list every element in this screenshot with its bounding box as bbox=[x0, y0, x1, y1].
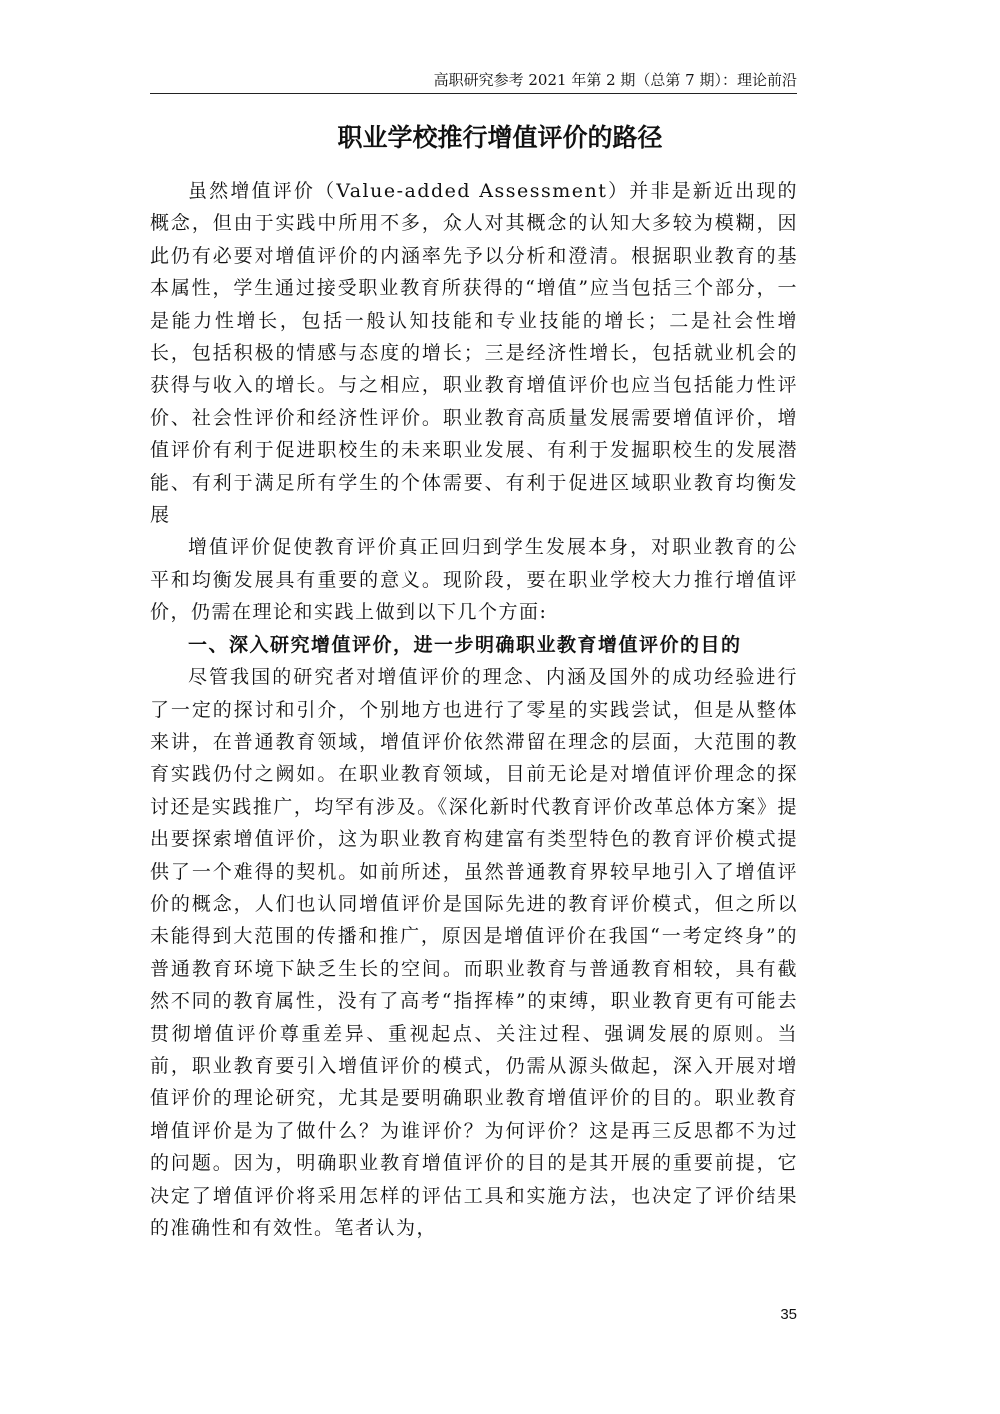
page-number: 35 bbox=[780, 1306, 797, 1323]
section-paragraph: 尽管我国的研究者对增值评价的理念、内涵及国外的成功经验进行了一定的探讨和引介，个别地方也进行了零星的实践尝试，但是从整体来讲，在普通教育领域，增值评价依然滞留在理念的层面，大范围的教育实践仍付之阙如。在职业教育领域，目前无论是对增值评价理念的探讨还是实践推广，均罕有涉及。《深化新时代教育评价改革总体方案》提出要探索增值评价，这为职业教育构建富有类型特色的教育评价模式提供了一个难得的契机。如前所述，虽然普通教育界较早地引入了增值评价的概念，人们也认同增值评价是国际先进的教育评价模式，但之所以未能得到大范围的传播和推广，原因是增值评价在我国“一考定终身”的普通教育环境下缺乏生长的空间。而职业教育与普通教育相较，具有截然不同的教育属性，没有了高考“指挥棒”的束缚，职业教育更有可能去贯彻增值评价尊重差异、重视起点、关注过程、强调发展的原则。当前，职业教育要引入增值评价的模式，仍需从源头做起，深入开展对增值评价的理论研究，尤其是要明确职业教育增值评价的目的。职业教育增值评价是为了做什么？为谁评价？为何评价？这是再三反思都不为过的问题。因为，明确职业教育增值评价的目的是其开展的重要前提，它决定了增值评价将采用怎样的评估工具和实施方法，也决定了评价结果的准确性和有效性。笔者认为， bbox=[150, 666, 798, 1239]
article-title: 职业学校推行增值评价的路径 bbox=[337, 123, 663, 152]
running-header: 高职研究参考 2021 年第 2 期（总第 7 期）：理论前沿 bbox=[150, 70, 797, 94]
body-paragraph-1: 虽然增值评价（Value-added Assessment）并非是新近出现的概念，但由于实践中所用不多，众人对其概念的认知大多较为模糊，因此仍有必要对增值评价的内涵率先予以分析和澄清。根据职业教育的基本属性，学生通过接受职业教育所获得的“增值”应当包括三个部分，一是能力性增长，包括一般认知技能和专业技能的增长；二是社会性增长，包括积极的情感与态度的增长；三是经济性增长，包括就业机会的获得与收入的增长。与之相应，职业教育增值评价也应当包括能力性评价、社会性评价和经济性评价。职业教育高质量发展需要增值评价，增值评价有利于促进职校生的未来职业发展、有利于发掘职校生的发展潜能、有利于满足所有学生的个体需要、有利于促进区域职业教育均衡发展 bbox=[150, 180, 798, 527]
section-heading: 一、深入研究增值评价，进一步明确职业教育增值评价的目的 bbox=[188, 633, 742, 656]
article-body bbox=[150, 175, 798, 1244]
body-paragraph-2: 增值评价促使教育评价真正回归到学生发展本身，对职业教育的公平和均衡发展具有重要的意义。现阶段，要在职业学校大力推行增值评价，仍需在理论和实践上做到以下几个方面: bbox=[150, 536, 798, 624]
